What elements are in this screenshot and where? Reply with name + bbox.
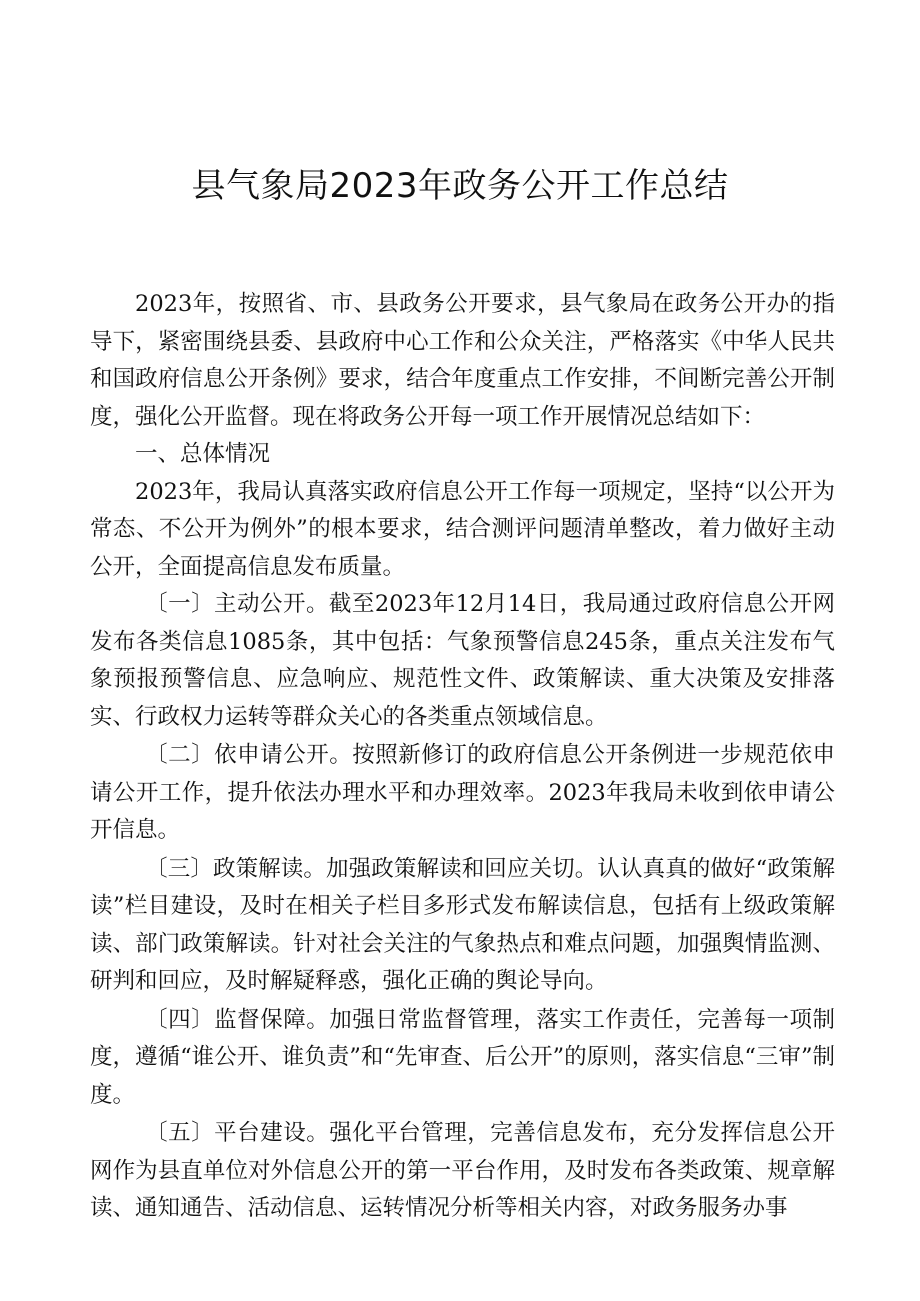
item-request-disclosure: 〔二〕依申请公开。按照新修订的政府信息公开条例进一步规范依申请公开工作，提升依法办理水平和办理效率。2023年我局未收到依申请公开信息。 <box>90 742 835 843</box>
item-platform-building: 〔五〕平台建设。强化平台管理，完善信息发布，充分发挥信息公开网作为县直单位对外信息公开的第一平台作用，及时发布各类政策、规章解读、通知通告、活动信息、运转情况分析等相关内容，对政务服务办事 <box>90 1120 835 1221</box>
document-body <box>90 286 835 1229</box>
item-proactive-disclosure: 〔一〕主动公开。截至2023年12月14日，我局通过政府信息公开网发布各类信息1085条，其中包括：气象预警信息245条，重点关注发布气象预报预警信息、应急响应、规范性文件、政策解读、重大决策及安排落实、行政权力运转等群众关心的各类重点领域信息。 <box>90 591 835 730</box>
item-policy-interpretation: 〔三〕政策解读。加强政策解读和回应关切。认认真真的做好“政策解读”栏目建设，及时在相关子栏目多形式发布解读信息，包括有上级政策解读、部门政策解读。针对社会关注的气象热点和难点问题，加强舆情监测、研判和回应，及时解疑释惑，强化正确的舆论导向。 <box>90 855 835 994</box>
document-title: 县气象局2023年政务公开工作总结 <box>191 166 729 206</box>
section-heading-overview: 一、总体情况 <box>135 441 271 467</box>
item-supervision: 〔四〕监督保障。加强日常监督管理，落实工作责任，完善每一项制度，遵循“谁公开、谁负责”和“先审查、后公开”的原则，落实信息“三审”制度。 <box>90 1006 835 1108</box>
intro-paragraph: 2023年，按照省、市、县政务公开要求，县气象局在政务公开办的指导下，紧密围绕县委、县政府中心工作和公众关注，严格落实《中华人民共和国政府信息公开条例》要求，结合年度重点工作安排，不间断完善公开制度，强化公开监督。现在将政务公开每一项工作开展情况总结如下： <box>90 291 835 430</box>
overview-paragraph: 2023年，我局认真落实政府信息公开工作每一项规定，坚持“以公开为常态、不公开为例外”的根本要求，结合测评问题清单整改，着力做好主动公开，全面提高信息发布质量。 <box>90 478 835 580</box>
